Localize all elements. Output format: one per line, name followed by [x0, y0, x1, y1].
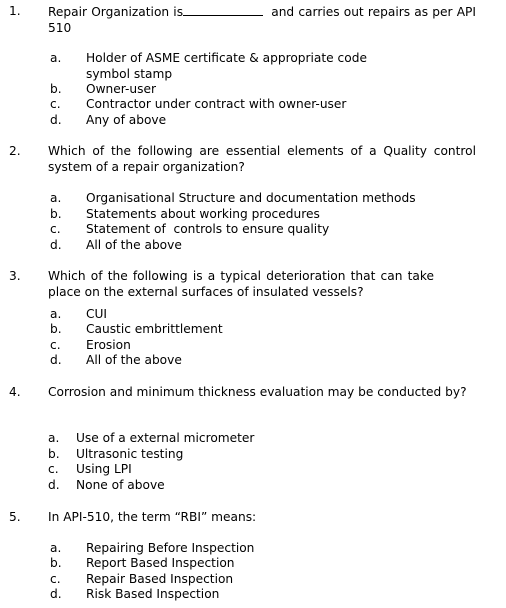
option-letter: a. [50, 191, 62, 205]
option-letter: b. [50, 556, 62, 570]
option-text: Repair Based Inspection [86, 572, 234, 586]
option-text: None of above [76, 478, 165, 492]
option-letter: d. [50, 113, 62, 127]
option-text: Any of above [86, 113, 167, 127]
option-letter: a. [50, 307, 62, 321]
option-letter: d. [50, 238, 62, 252]
option-text: Statement of controls to ensure quality [86, 222, 330, 236]
option-letter: c. [50, 338, 61, 352]
option-text: Using LPI [76, 462, 132, 476]
question-text: Which of the following are essential elements of a Quality control system of a repair organization? [48, 144, 476, 174]
question-number: 2. [9, 144, 21, 158]
question-text [48, 4, 476, 36]
question-number: 3. [9, 269, 21, 283]
option-text: Holder of ASME certificate & appropriate code symbol stamp [86, 51, 367, 81]
option-letter: a. [48, 431, 60, 445]
question-text: Corrosion and minimum thickness evaluation may be conducted by? [48, 385, 467, 399]
option-text: All of the above [86, 353, 182, 367]
option-letter: d. [48, 478, 60, 492]
option-letter: d. [50, 587, 62, 601]
option-text: Caustic embrittlement [86, 322, 223, 336]
option-text: Statements about working procedures [86, 207, 320, 221]
answer-blank [183, 4, 263, 16]
option-text: Owner-user [86, 82, 156, 96]
option-letter: b. [50, 322, 62, 336]
option-text: Use of a external micrometer [76, 431, 255, 445]
option-text: Organisational Structure and documentation methods [86, 191, 416, 205]
option-letter: c. [48, 462, 59, 476]
option-text: Ultrasonic testing [76, 447, 184, 461]
option-text: Repairing Before Inspection [86, 541, 255, 555]
option-letter: b. [50, 207, 62, 221]
option-letter: c. [50, 222, 61, 236]
option-letter: d. [50, 353, 62, 367]
option-letter: a. [50, 51, 62, 65]
question-text: Which of the following is a typical deterioration that can take place on the external surfaces of insulated vessels? [48, 269, 434, 299]
option-text: Erosion [86, 338, 131, 352]
option-text: Contractor under contract with owner-user [86, 97, 347, 111]
option-letter: b. [50, 82, 62, 96]
option-text: Risk Based Inspection [86, 587, 220, 601]
question-text: In API-510, the term “RBI” means: [48, 510, 257, 524]
option-letter: c. [50, 97, 61, 111]
option-letter: b. [48, 447, 60, 461]
question-text-before: Repair Organization is [48, 5, 184, 19]
option-text: CUI [86, 307, 108, 321]
question-number: 5. [9, 510, 21, 524]
option-text: Report Based Inspection [86, 556, 235, 570]
option-letter: a. [50, 541, 62, 555]
option-text: All of the above [86, 238, 182, 252]
question-number: 1. [9, 4, 21, 18]
option-letter: c. [50, 572, 61, 586]
question-number: 4. [9, 385, 21, 399]
question-text-after: and carries out repairs as per API 510 [48, 5, 476, 35]
